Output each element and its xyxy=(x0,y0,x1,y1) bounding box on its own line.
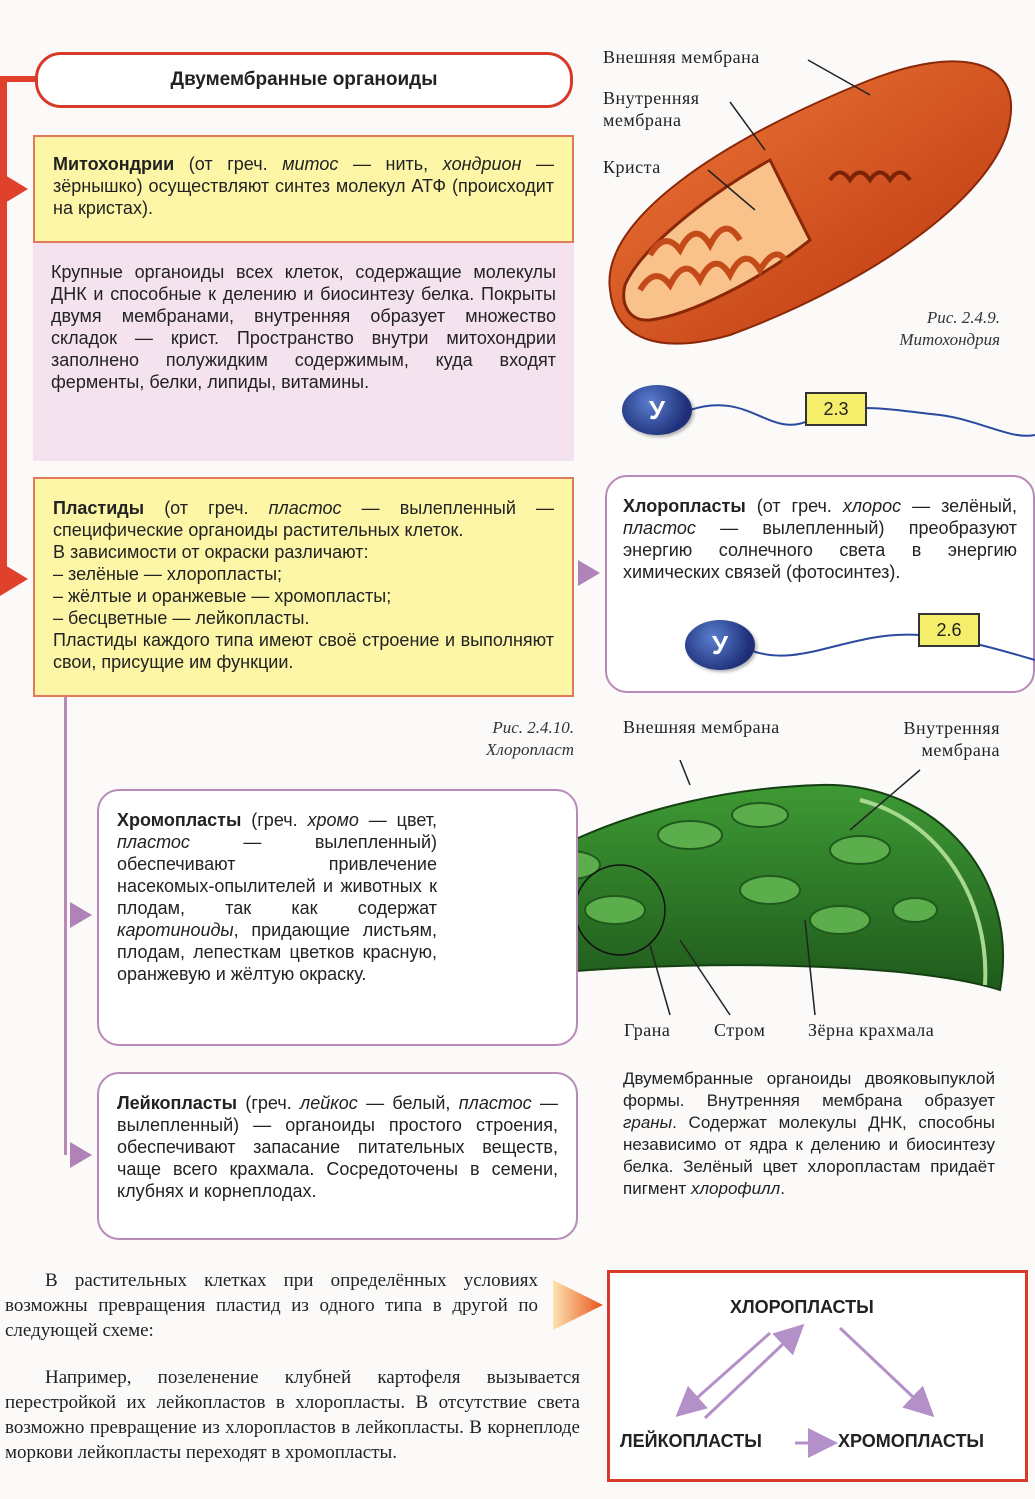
chromoplasts-term: Хромопласты xyxy=(117,810,242,830)
section-title xyxy=(35,52,573,108)
leucoplasts-definition xyxy=(97,1072,578,1240)
plastids-term: Пластиды xyxy=(53,498,145,518)
schema-arrows xyxy=(610,1273,1025,1479)
purple-arrow-chloro xyxy=(578,560,600,586)
text: В растительных клетках при определённых условиях возможны превращения пластид из одного типа в другой по следующей схеме: xyxy=(5,1270,538,1341)
text: , придающие листьям, плодам, лепесткам цветков красную, оранжевую и жёлтую окраску. xyxy=(117,920,437,984)
text: . Содержат молекулы ДНК, способны независимо от ядра к делению и биосинтезу белка. Зелёный цвет хлоропластам придаёт пигмент xyxy=(623,1113,995,1198)
text: — вылепленный) — органоиды простого строения, обеспечивают запасание питательных веществ, чаще всего крахмала. Сосредоточены в семени, клубнях и корнеплодах. xyxy=(117,1093,558,1201)
text: – бесцветные — лейкопласты. xyxy=(53,608,310,628)
text: хромо xyxy=(307,810,359,830)
text: (от греч. xyxy=(144,498,269,518)
text: лейкос xyxy=(300,1093,358,1113)
mito-caption-num: Рис. 2.4.9. xyxy=(926,308,1000,327)
text: . xyxy=(780,1179,785,1198)
mito-label-outer: Внешняя мембрана xyxy=(603,47,760,67)
text: — вылепленный) преобразуют энергию солнечного света в энергию химических связей (фотосинтез). xyxy=(623,518,1017,582)
schema-chromoplasts: ХРОМОПЛАСТЫ xyxy=(838,1431,985,1451)
mitochondria-definition xyxy=(33,135,574,243)
u-link-ball-1[interactable] xyxy=(622,385,692,435)
text: В зависимости от окраски различают: xyxy=(53,542,369,562)
body-paragraph-1 xyxy=(5,1268,538,1343)
text: пластос xyxy=(117,832,190,852)
plastid-transformation-schema xyxy=(607,1270,1028,1482)
text: пластос xyxy=(268,498,342,518)
schema-chloroplasts: ХЛОРОПЛАСТЫ xyxy=(730,1297,874,1317)
text: У xyxy=(648,394,666,425)
chloro-label-grana: Грана xyxy=(624,1020,671,1040)
purple-connector-line xyxy=(64,697,67,1155)
text: пластос xyxy=(623,518,696,538)
text: хондрион xyxy=(442,154,522,174)
purple-arrow-leuco xyxy=(70,1142,92,1168)
plastids-definition xyxy=(33,477,574,697)
chloro-caption-num: Рис. 2.4.10. xyxy=(492,718,574,737)
section-title-text: Двумембранные органоиды xyxy=(170,69,438,90)
u-link-wire-2 xyxy=(750,610,1035,680)
mito-caption-name: Митохондрия xyxy=(899,330,1000,349)
text: — белый, xyxy=(357,1093,459,1113)
chloroplast-description xyxy=(623,1068,995,1200)
text: 2.6 xyxy=(936,619,962,640)
mito-label-crista: Криста xyxy=(603,157,661,177)
red-bracket-top xyxy=(0,76,36,82)
text: митос xyxy=(282,154,339,174)
chloro-label-starch: Зёрна крахмала xyxy=(808,1020,935,1040)
red-arrow-mito xyxy=(0,172,28,206)
u-link-tag-1[interactable] xyxy=(805,392,867,426)
text: — зелёный, xyxy=(901,496,1017,516)
text: — вылепленный) обеспечивают привлечение насекомых-опылителей и животных к плодам, так как содержат xyxy=(117,832,437,918)
u-link-tag-2[interactable] xyxy=(918,613,980,647)
text: Крупные органоиды всех клеток, содержащие молекулы ДНК и способные к делению и биосинтезу белка. Покрыты двумя мембранами, внутренняя образует множество складок — крист. Пространство внутри митохондрии заполнено полужидким содержимым, куда входят ферменты, белки, липиды, витамины. xyxy=(51,262,556,392)
text: – зелёные — хлоропласты; xyxy=(53,564,283,584)
u-link-ball-2[interactable] xyxy=(685,620,755,670)
chromoplasts-definition xyxy=(97,789,578,1046)
purple-arrow-chromo xyxy=(70,902,92,928)
chloro-label-strom: Стром xyxy=(714,1020,766,1040)
text: — цвет, xyxy=(358,810,437,830)
red-bracket-line xyxy=(0,76,7,581)
chloro-label-inner: Внутренняя мембрана xyxy=(903,718,1000,760)
text: пластос xyxy=(458,1093,532,1113)
mitochondria-term: Митохондрии xyxy=(53,154,175,174)
text xyxy=(5,1270,45,1291)
text: каротиноиды xyxy=(117,920,234,940)
mito-label-inner: Внутренняя мембрана xyxy=(603,88,700,130)
text: — нить, xyxy=(338,154,443,174)
schema-pointer-arrow xyxy=(548,1275,608,1335)
text: — вылепленный — специфические органоиды растительных клеток. xyxy=(53,498,554,540)
text: — зёрнышко) осуществляют синтез молекул АТФ (происходит на кристах). xyxy=(53,154,554,218)
text xyxy=(5,1367,45,1388)
text: (от греч. xyxy=(174,154,283,174)
body-paragraph-2 xyxy=(5,1365,580,1465)
text: – жёлтые и оранжевые — хромопласты; xyxy=(53,586,392,606)
text: граны xyxy=(623,1113,673,1132)
text: Например, позеленение клубней картофеля вызывается перестройкой их лейкопластов в хлоропласты. В отсутствие света возможно превращение из хлоропластов в лейкопласты. В корнеплоде моркови лейкопласты переходят в хромопласты. xyxy=(5,1367,580,1463)
text: У xyxy=(711,629,729,660)
leucoplasts-term: Лейкопласты xyxy=(117,1093,237,1113)
text: Пластиды каждого типа имеют своё строение и выполняют свои, присущие им функции. xyxy=(53,630,554,672)
chloroplasts-term: Хлоропласты xyxy=(623,496,746,516)
text: (греч. xyxy=(241,810,308,830)
text: хлорофилл xyxy=(690,1179,781,1198)
text: хлорос xyxy=(842,496,902,516)
text: (от греч. xyxy=(745,496,843,516)
chloro-label-outer: Внешняя мембрана xyxy=(623,717,780,737)
schema-leucoplasts: ЛЕЙКОПЛАСТЫ xyxy=(620,1431,762,1451)
mitochondria-description xyxy=(33,243,574,461)
text: (греч. xyxy=(237,1093,301,1113)
chloro-caption-name: Хлоропласт xyxy=(486,740,574,759)
text: 2.3 xyxy=(823,398,849,419)
red-arrow-plastids xyxy=(0,562,28,596)
text: Двумембранные органоиды двояковыпуклой формы. Внутренняя мембрана образует xyxy=(623,1069,995,1110)
